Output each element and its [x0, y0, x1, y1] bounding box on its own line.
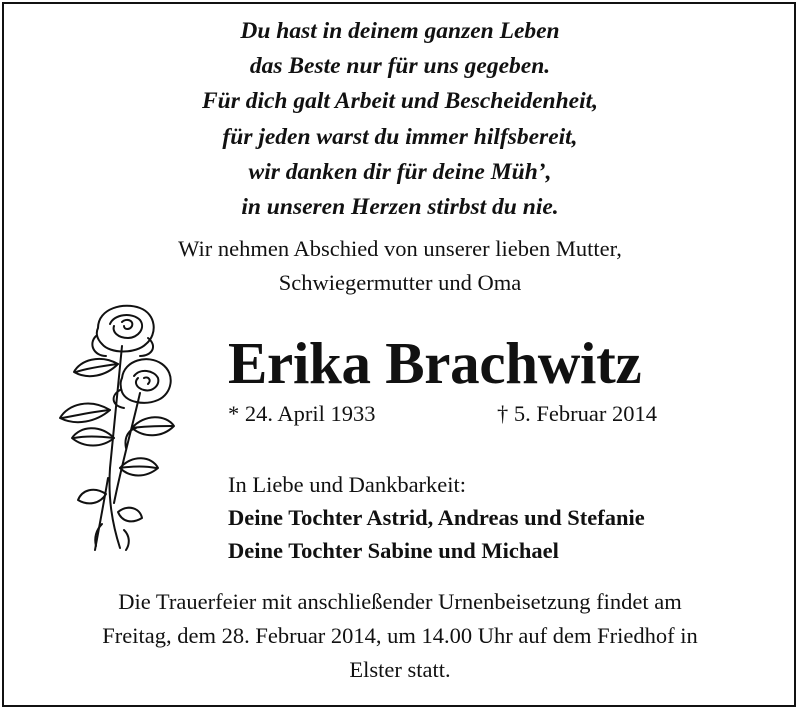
farewell-intro [0, 232, 800, 300]
intro-line: Wir nehmen Abschied von unserer lieben Mutter, [178, 236, 622, 261]
deceased-name: Erika Brachwitz [228, 330, 642, 396]
poem-line: für jeden warst du immer hilfsbereit, [222, 123, 578, 150]
funeral-line: Elster statt. [349, 657, 451, 682]
mourners-line: Deine Tochter Sabine und Michael [228, 538, 559, 563]
funeral-line: Die Trauerfeier mit anschließender Urnenbeisetzung findet am [118, 589, 682, 614]
funeral-line: Freitag, dem 28. Februar 2014, um 14.00 Uhr auf dem Friedhof in [102, 623, 698, 648]
mourners-line: Deine Tochter Astrid, Andreas und Stefanie [228, 505, 645, 530]
memorial-poem [0, 14, 800, 225]
poem-line: Für dich galt Arbeit und Bescheidenheit, [201, 88, 599, 115]
poem-line: das Beste nur für uns gegeben. [249, 53, 551, 80]
birth-date: * 24. April 1933 [228, 401, 376, 426]
poem-line: Du hast in deinem ganzen Leben [240, 18, 560, 44]
death-date: † 5. Februar 2014 [497, 401, 657, 426]
poem-line: wir danken dir für deine Müh’, [248, 158, 552, 185]
mourners-block [228, 468, 645, 567]
mourners-heading: In Liebe und Dankbarkeit: [228, 472, 467, 497]
intro-line: Schwiegermutter und Oma [278, 270, 522, 295]
poem-line: in unseren Herzen stirbst du nie. [241, 194, 559, 221]
funeral-info [0, 585, 800, 687]
rose-icon [40, 298, 190, 556]
